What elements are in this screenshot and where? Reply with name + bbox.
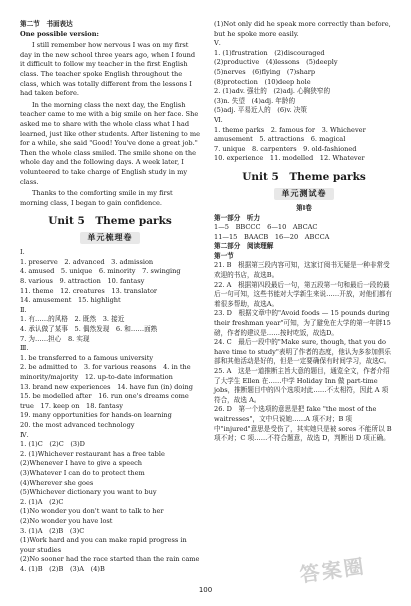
left-line: 14. amusement 15. highlight [20,296,121,305]
right-line: 1. theme parks 2. famous for 3. Whichever [214,125,366,134]
left-line: Unit 5 Theme parks [48,215,172,228]
left-line: (2)No sooner had the race started than the rain came [20,555,200,564]
right-line: 1. (1)frustration (2)discouraged [214,48,325,57]
left-line: 19. many opportunities for hands-on learning [20,411,172,420]
left-line: Ⅲ. [20,344,29,353]
right-line: 22. A 根据第四段最后一句，第五段第一句和最后一段的最后一句可知，这些书能对大学新生来说……开放，对他们都有着很多帮助，故选A。 [214,280,393,308]
left-line: I still remember how nervous I was on my first day in the new school three years ago, when I found it difficult to follow my teacher in the first English class. The teacher spoke English throughout the class, which was totally different from the lessons I had taken before. [20,41,198,98]
left-line: (1)Work hard and you can make rapid progress in your studies [20,536,189,554]
right-line: 2. (1)adv. 强壮的 (2)adj. 心胸狭窄的 [214,87,331,96]
left-line: (5)Whichever dictionary you want to buy [20,488,157,497]
watermark-logo: 答案圈 [298,553,367,587]
left-line: 单元梳理卷 [80,232,140,244]
right-line: 单元测试卷 [274,188,334,200]
right-line: (2)productive (4)lessons (5)deeply [214,58,338,67]
left-line: (2)Whenever I have to give a speech [20,459,143,468]
right-line: Ⅴ. [214,39,221,48]
right-line: (5)adj. 平易近人的 (6)v. 决策 [214,106,307,115]
right-line: (5)nerves (6)flying (7)sharp [214,67,316,76]
left-line: (3)Whatever I can do to protect them [20,468,145,477]
left-line: 2. (1)Whichever restaurant has a free table [20,449,165,458]
left-line: 20. the most advanced technology [20,420,135,429]
left-line: (1)No wonder you don't want to talk to her [20,507,164,516]
left-column [20,20,203,574]
right-column [214,20,394,444]
right-line: 第Ⅰ卷 [296,203,312,212]
left-line: 第二节 书面表达 [20,20,73,28]
right-line: (1)Not only did he speak more correctly than before, but he spoke more easily. [214,20,393,38]
right-line: 第一节 [214,251,234,260]
right-line: 21. B 根据第三段内容可知，这家订阅书无疑是一种非常受欢迎的书店，故选B。 [214,261,390,280]
right-line: Unit 5 Theme parks [242,170,366,183]
left-line: Ⅱ. [20,305,27,314]
left-line: 1. 有……的风格 2. 既然 3. 接近 [20,315,125,324]
left-line: (4)Wherever she goes [20,478,94,487]
left-line: Thanks to the comforting smile in my first morning class, I began to gain confidence. [20,189,175,207]
left-line: 4. amused 5. unique 6. minority 7. swinging [20,267,181,276]
left-line: 2. be admitted to 3. for various reasons 4. in the minority/majority 12. up-to-date information [20,363,193,381]
left-line: 1. (1)C (2)C (3)D [20,440,85,449]
left-line: 7. 为……担心 8. 实现 [20,334,90,343]
left-line: 8. various 9. attraction 10. fantasy [20,277,145,286]
page-number: 100 [198,586,213,594]
left-line: 3. (1)A (2)B (3)C [20,526,85,535]
right-line: (3)n. 失望 (4)adj. 年龄的 [214,96,296,105]
left-line: 2. (1)A (2)C [20,497,64,506]
right-line: 23. D 根据文章中的"Avoid foods — 15 pounds during their freshman year"可知，为了避免在大学的第一年胖15磅，作者的建议是……按时吃饭，故选D。 [214,309,392,337]
right-line: 1—5 BBCCC 6—10 ABCAC [214,223,318,232]
left-line: 1. preserve 2. advanced 3. admission [20,257,154,266]
left-line: 4. 承认做了某事 5. 偶然发现 6. 和……面熟 [20,325,158,334]
right-line: 第一部分 听力 [214,213,261,222]
left-line: 11. theme 12. creatures 13. translator [20,286,158,295]
left-line: In the morning class the next day, the English teacher came to me with a big smile on her face. She asked me to share with the whole class what I had learned, just like other students. After listening to me for a while, she said "Good! You've done a great job." Then the whole class smiled. The smile shone on the whole day and the following days. A week later, I volunteered to take charge of English study in my class. [20,100,203,186]
left-line: 1. be transferred to a famous university [20,353,154,362]
right-line: (8)protection (10)deep hole [214,77,311,86]
right-line: 11—15 BAACB 16—20 ABCCA [214,232,330,241]
right-line: 10. experience 11. modelled 12. Whatever [214,154,365,163]
right-line: amusement 5. attractions 6. magical [214,135,346,144]
right-line: 26. D 第一个选项的意思是把 fake "the most of the waitresses"，文中只说她……A 项不对；B 项中"injured"意思是受伤了，其实她只是被 sores 不能所以 B 项不对；C 项……不符合题意，故选 D，判断出 D 项正确。 [214,405,394,443]
left-line: One possible version: [20,29,99,38]
right-line: 第二部分 阅读理解 [214,242,274,251]
left-line: 13. brand new experiences 14. have fun (in) doing 15. be modelled after 16. run one's dreams come true 17. keep on 18. fantasy [20,382,200,410]
right-line: Ⅵ. [214,115,223,124]
left-line: 4. (1)B (2)B (3)A (4)B [20,564,105,573]
right-line: 7. unique 8. carpenters 9. old-fashioned [214,144,357,153]
right-line: 25. A 这是一道推断主旨大意的题目，通览全文，作者介绍了大学生 Ellen 在……中学 Holiday Inn 做 part-time jobs，推断题目中的四个选项对此……不太相符，因此 A 项符合，故选 A。 [214,367,390,404]
left-line: Ⅳ. [20,430,29,439]
left-line: Ⅰ. [20,248,25,257]
right-line: 24. C 最后一段中的"Make sure, though, that you do have time to study"表明了作者的态度，他认为多参加俱乐部和其他活动是好的，但是一定要确保有时间学习，故选C。 [214,338,391,366]
left-line: (2)No wonder you have lost [20,516,113,525]
